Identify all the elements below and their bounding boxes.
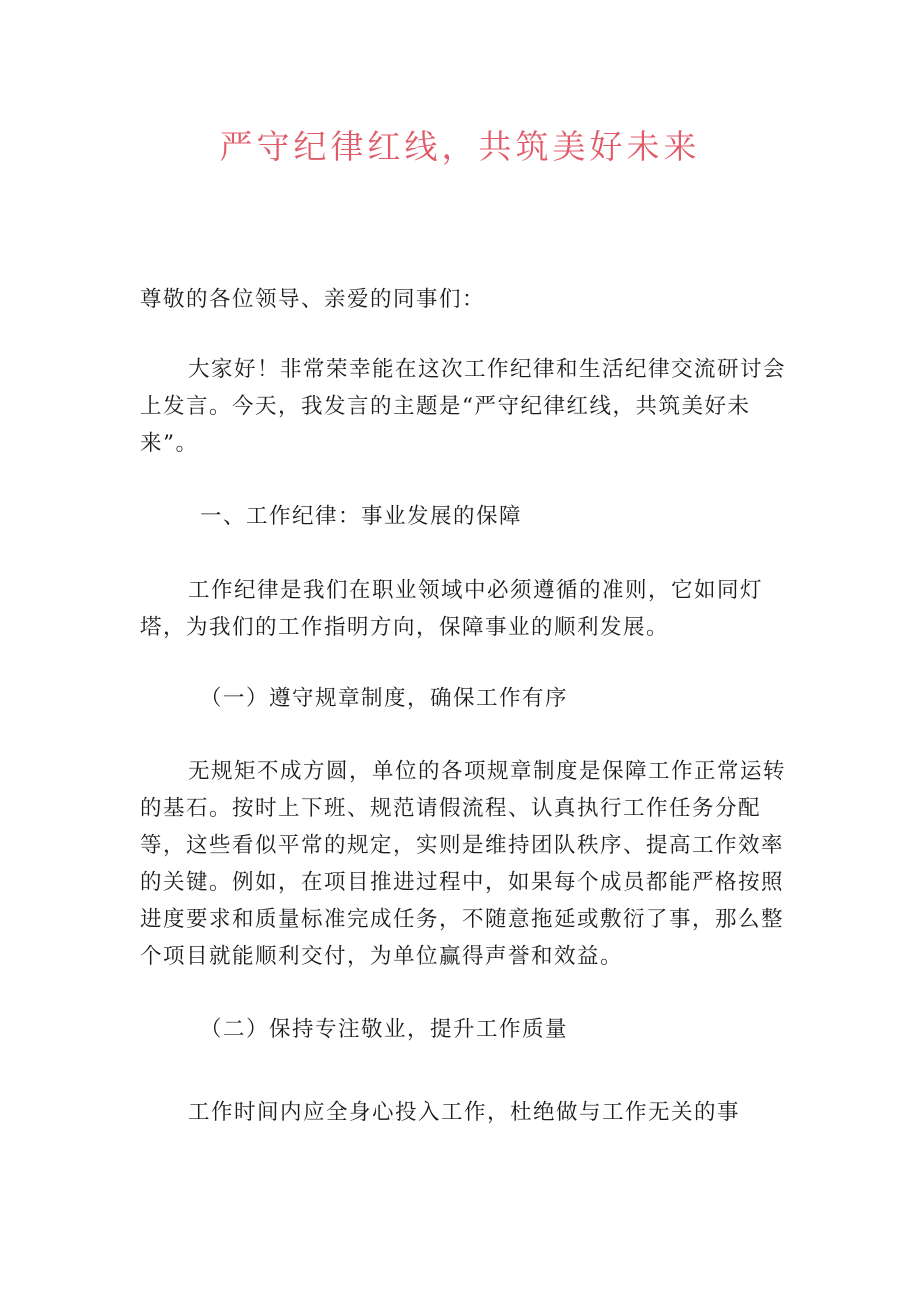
subsection-heading-dedication: （二）保持专注敬业，提升工作质量	[200, 1017, 569, 1042]
section-heading-work-discipline: 一、工作纪律：事业发展的保障	[200, 504, 523, 529]
paragraph-rules: 无规矩不成方圆，单位的各项规章制度是保障工作正常运转的基石。按时上下班、规范请假流程、认真执行工作任务分配等，这些看似平常的规定，实则是维持团队秩序、提高工作效率的关键。例如，在项目推进过程中，如果每个成员都能严格按照进度要求和质量标准完成任务，不随意拖延或敷衍了事，那么整个项目就能顺利交付，为单位赢得声誉和效益。	[140, 759, 787, 969]
paragraph-work-discipline: 工作纪律是我们在职业领域中必须遵循的准则，它如同灯塔，为我们的工作指明方向，保障事业的顺利发展。	[140, 578, 764, 640]
subsection-heading-rules: （一）遵守规章制度，确保工作有序	[200, 686, 569, 711]
document-title: 严守纪律红线，共筑美好未来	[219, 127, 701, 166]
salutation: 尊敬的各位领导、亲爱的同事们：	[140, 287, 486, 312]
paragraph-intro: 大家好！非常荣幸能在这次工作纪律和生活纪律交流研讨会上发言。今天，我发言的主题是“严守纪律红线，共筑美好未来”。	[140, 357, 787, 456]
paragraph-dedication: 工作时间内应全身心投入工作，杜绝做与工作无关的事	[188, 1100, 741, 1125]
